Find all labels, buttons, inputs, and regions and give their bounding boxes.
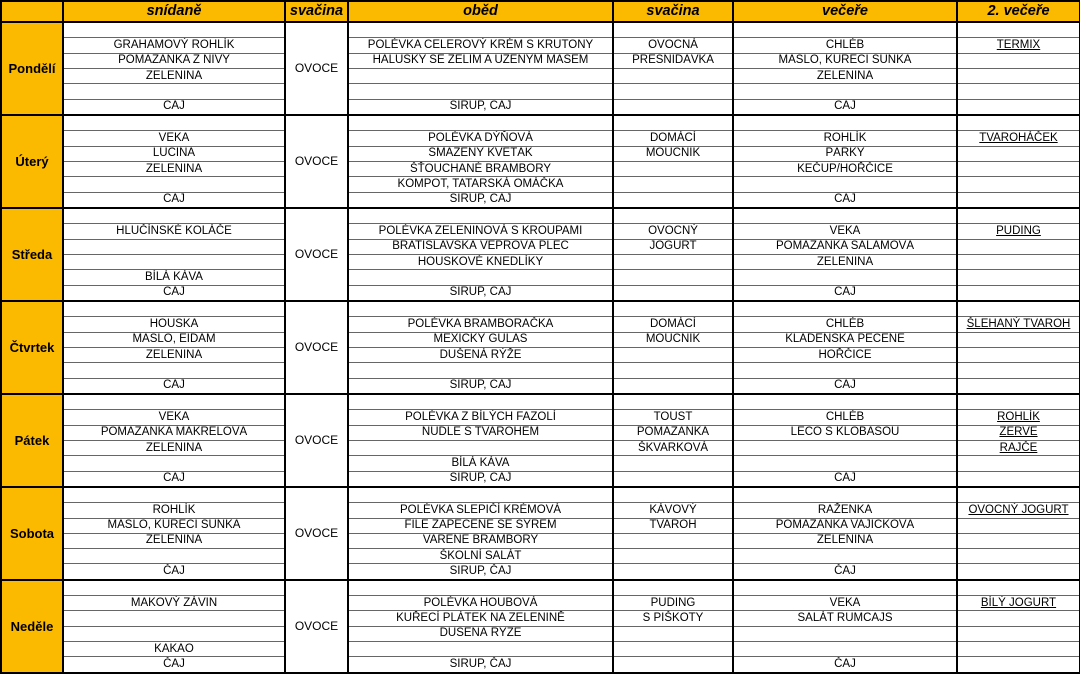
second-dinner-text: RAJČE: [999, 441, 1038, 454]
breakfast-cell: ČAJ: [63, 192, 285, 208]
dinner-cell: ČAJ: [733, 471, 957, 487]
second-dinner-cell: [957, 425, 1080, 440]
morning-snack-cell: OVOCE: [285, 487, 348, 580]
lunch-cell: [348, 115, 613, 131]
afternoon-snack-cell: [613, 456, 733, 471]
menu-row: [1, 626, 1080, 641]
second-dinner-cell: [957, 564, 1080, 580]
dinner-cell: [733, 440, 957, 455]
dinner-cell: [733, 580, 957, 596]
header-day: [1, 1, 63, 22]
dinner-cell: ZELENINA: [733, 254, 957, 269]
breakfast-cell: ZELENINA: [63, 161, 285, 176]
afternoon-snack-cell: ŠKVARKOVÁ: [613, 440, 733, 455]
second-dinner-text: OVOCNÝ JOGURT: [968, 503, 1069, 516]
dinner-cell: SALÁT RUMCAJS: [733, 611, 957, 626]
menu-row: [1, 518, 1080, 533]
lunch-cell: SIRUP, ČAJ: [348, 471, 613, 487]
lunch-cell: [348, 580, 613, 596]
lunch-cell: SIRUP, ČAJ: [348, 99, 613, 115]
menu-row: [1, 378, 1080, 394]
breakfast-cell: ČAJ: [63, 99, 285, 115]
second-dinner-text: ŠLEHANÝ TVAROH: [966, 317, 1071, 330]
dinner-cell: CHLÉB: [733, 38, 957, 53]
breakfast-cell: ČAJ: [63, 564, 285, 580]
dinner-cell: [733, 177, 957, 192]
morning-snack-cell: OVOCE: [285, 580, 348, 673]
lunch-cell: ŠŤOUCHANÉ BRAMBORY: [348, 161, 613, 176]
afternoon-snack-cell: [613, 533, 733, 548]
second-dinner-cell: [957, 410, 1080, 425]
second-dinner-text: BÍLÝ JOGURT: [980, 596, 1057, 609]
lunch-cell: BRATISLAVSKÁ VEPŘOVÁ PLEC: [348, 239, 613, 254]
afternoon-snack-cell: [613, 626, 733, 641]
lunch-cell: POLÉVKA CELEROVÝ KRÉM S KRUTONY: [348, 38, 613, 53]
dinner-cell: [733, 270, 957, 285]
dinner-cell: ČAJ: [733, 285, 957, 301]
lunch-cell: SIRUP, ČAJ: [348, 285, 613, 301]
dinner-cell: HOŘČICE: [733, 347, 957, 362]
lunch-cell: POLÉVKA SLEPIČÍ KRÉMOVÁ: [348, 503, 613, 518]
morning-snack-cell: OVOCE: [285, 301, 348, 394]
breakfast-cell: [63, 301, 285, 317]
dinner-cell: [733, 22, 957, 38]
lunch-cell: SMAŽENÝ KVĚTÁK: [348, 146, 613, 161]
menu-row: [1, 611, 1080, 626]
afternoon-snack-cell: DOMÁCÍ: [613, 131, 733, 146]
breakfast-cell: LUČINA: [63, 146, 285, 161]
breakfast-cell: [63, 208, 285, 224]
menu-row: [1, 363, 1080, 378]
breakfast-cell: [63, 115, 285, 131]
menu-row: [1, 533, 1080, 548]
second-dinner-cell: [957, 115, 1080, 131]
afternoon-snack-cell: DOMÁCÍ: [613, 317, 733, 332]
menu-row: [1, 580, 1080, 596]
day-label: Pátek: [1, 394, 63, 487]
breakfast-cell: HLUČÍNSKÉ KOLÁČE: [63, 224, 285, 239]
afternoon-snack-cell: [613, 487, 733, 503]
breakfast-cell: [63, 394, 285, 410]
afternoon-snack-cell: [613, 301, 733, 317]
breakfast-cell: POMAZÁNKA Z NIVY: [63, 53, 285, 68]
dinner-cell: [733, 394, 957, 410]
lunch-cell: ŠKOLNÍ SALÁT: [348, 549, 613, 564]
afternoon-snack-cell: [613, 471, 733, 487]
lunch-cell: DUŠENÁ RÝŽE: [348, 626, 613, 641]
breakfast-cell: ZELENINA: [63, 68, 285, 83]
morning-snack-cell: OVOCE: [285, 115, 348, 208]
menu-row: [1, 115, 1080, 131]
menu-row: [1, 68, 1080, 83]
afternoon-snack-cell: [613, 68, 733, 83]
second-dinner-cell: [957, 317, 1080, 332]
header-row: [1, 1, 1080, 22]
dinner-cell: [733, 549, 957, 564]
dinner-cell: [733, 487, 957, 503]
lunch-cell: POLÉVKA BRAMBORAČKA: [348, 317, 613, 332]
day-label: Sobota: [1, 487, 63, 580]
dinner-cell: CHLÉB: [733, 410, 957, 425]
lunch-cell: FILÉ ZAPEČENÉ SE SÝREM: [348, 518, 613, 533]
menu-row: [1, 22, 1080, 38]
afternoon-snack-cell: OVOCNÝ: [613, 224, 733, 239]
lunch-cell: HOUSKOVÉ KNEDLÍKY: [348, 254, 613, 269]
lunch-cell: [348, 301, 613, 317]
menu-row: [1, 425, 1080, 440]
morning-snack-cell: OVOCE: [285, 208, 348, 301]
breakfast-cell: [63, 363, 285, 378]
afternoon-snack-cell: PUDING: [613, 596, 733, 611]
dinner-cell: [733, 208, 957, 224]
lunch-cell: [348, 270, 613, 285]
second-dinner-cell: [957, 378, 1080, 394]
menu-row: [1, 564, 1080, 580]
second-dinner-cell: [957, 254, 1080, 269]
second-dinner-cell: [957, 301, 1080, 317]
menu-row: [1, 53, 1080, 68]
afternoon-snack-cell: [613, 270, 733, 285]
second-dinner-text: ŽERVÉ: [999, 426, 1038, 439]
breakfast-cell: [63, 580, 285, 596]
breakfast-cell: [63, 549, 285, 564]
lunch-cell: POLÉVKA DÝŇOVÁ: [348, 131, 613, 146]
lunch-cell: NUDLE S TVAROHEM: [348, 425, 613, 440]
second-dinner-cell: [957, 596, 1080, 611]
menu-row: [1, 317, 1080, 332]
lunch-cell: KUŘECÍ PLÁTEK NA ZELENINĚ: [348, 611, 613, 626]
afternoon-snack-cell: [613, 657, 733, 673]
menu-row: [1, 224, 1080, 239]
menu-row: [1, 301, 1080, 317]
second-dinner-cell: [957, 99, 1080, 115]
lunch-cell: SIRUP, ČAJ: [348, 378, 613, 394]
afternoon-snack-cell: OVOCNÁ: [613, 38, 733, 53]
afternoon-snack-cell: [613, 285, 733, 301]
lunch-cell: [348, 363, 613, 378]
afternoon-snack-cell: JOGURT: [613, 239, 733, 254]
menu-row: [1, 471, 1080, 487]
afternoon-snack-cell: [613, 22, 733, 38]
afternoon-snack-cell: S PIŠKOTY: [613, 611, 733, 626]
dinner-cell: VEKA: [733, 224, 957, 239]
menu-row: [1, 208, 1080, 224]
second-dinner-cell: [957, 440, 1080, 455]
menu-row: [1, 84, 1080, 99]
second-dinner-cell: [957, 580, 1080, 596]
menu-row: [1, 487, 1080, 503]
second-dinner-cell: [957, 84, 1080, 99]
menu-row: [1, 347, 1080, 362]
afternoon-snack-cell: [613, 347, 733, 362]
breakfast-cell: ČAJ: [63, 657, 285, 673]
breakfast-cell: ZELENINA: [63, 440, 285, 455]
lunch-cell: KOMPOT, TATARSKÁ OMÁČKA: [348, 177, 613, 192]
second-dinner-cell: [957, 471, 1080, 487]
afternoon-snack-cell: [613, 192, 733, 208]
dinner-cell: POMAZÁNKA VAJÍČKOVÁ: [733, 518, 957, 533]
lunch-cell: POLÉVKA ZELENINOVÁ S KROUPAMI: [348, 224, 613, 239]
breakfast-cell: [63, 487, 285, 503]
second-dinner-cell: [957, 332, 1080, 347]
second-dinner-cell: [957, 503, 1080, 518]
dinner-cell: ČAJ: [733, 564, 957, 580]
menu-body: [1, 22, 1080, 673]
second-dinner-cell: [957, 611, 1080, 626]
lunch-cell: [348, 84, 613, 99]
header-second-dinner: 2. večeře: [957, 1, 1080, 22]
afternoon-snack-cell: MOUČNÍK: [613, 146, 733, 161]
lunch-cell: SIRUP, ČAJ: [348, 192, 613, 208]
afternoon-snack-cell: [613, 177, 733, 192]
menu-row: [1, 192, 1080, 208]
second-dinner-cell: [957, 270, 1080, 285]
lunch-cell: BÍLÁ KÁVA: [348, 456, 613, 471]
breakfast-cell: [63, 254, 285, 269]
menu-row: [1, 254, 1080, 269]
afternoon-snack-cell: POMAZÁNKA: [613, 425, 733, 440]
lunch-cell: [348, 208, 613, 224]
afternoon-snack-cell: [613, 363, 733, 378]
second-dinner-cell: [957, 363, 1080, 378]
dinner-cell: [733, 456, 957, 471]
morning-snack-cell: OVOCE: [285, 22, 348, 115]
breakfast-cell: HOUSKA: [63, 317, 285, 332]
second-dinner-cell: [957, 487, 1080, 503]
menu-row: [1, 657, 1080, 673]
menu-row: [1, 332, 1080, 347]
menu-row: [1, 394, 1080, 410]
second-dinner-text: TVAROHÁČEK: [979, 131, 1058, 144]
menu-row: [1, 38, 1080, 53]
second-dinner-cell: [957, 394, 1080, 410]
breakfast-cell: ZELENINA: [63, 347, 285, 362]
second-dinner-cell: [957, 53, 1080, 68]
menu-row: [1, 177, 1080, 192]
lunch-cell: [348, 68, 613, 83]
breakfast-cell: BÍLÁ KÁVA: [63, 270, 285, 285]
dinner-cell: ČAJ: [733, 378, 957, 394]
dinner-cell: [733, 642, 957, 657]
lunch-cell: [348, 394, 613, 410]
lunch-cell: POLÉVKA Z BÍLÝCH FAZOLÍ: [348, 410, 613, 425]
afternoon-snack-cell: [613, 378, 733, 394]
afternoon-snack-cell: [613, 564, 733, 580]
breakfast-cell: [63, 456, 285, 471]
lunch-cell: [348, 642, 613, 657]
dinner-cell: ČAJ: [733, 192, 957, 208]
dinner-cell: ZELENINA: [733, 68, 957, 83]
lunch-cell: [348, 487, 613, 503]
second-dinner-cell: [957, 456, 1080, 471]
breakfast-cell: ČAJ: [63, 285, 285, 301]
afternoon-snack-cell: [613, 642, 733, 657]
breakfast-cell: MÁSLO, KUŘECÍ ŠUNKA: [63, 518, 285, 533]
dinner-cell: KLADENSKÁ PEČENĚ: [733, 332, 957, 347]
day-label: Úterý: [1, 115, 63, 208]
menu-row: [1, 440, 1080, 455]
afternoon-snack-cell: KÁVOVÝ: [613, 503, 733, 518]
afternoon-snack-cell: [613, 161, 733, 176]
breakfast-cell: POMAZÁNKA MAKRELOVÁ: [63, 425, 285, 440]
lunch-cell: DUŠENÁ RÝŽE: [348, 347, 613, 362]
afternoon-snack-cell: TOUST: [613, 410, 733, 425]
header-snack-morning: svačina: [285, 1, 348, 22]
breakfast-cell: ROHLÍK: [63, 503, 285, 518]
lunch-cell: MEXICKÝ GULÁŠ: [348, 332, 613, 347]
dinner-cell: PÁRKY: [733, 146, 957, 161]
header-dinner: večeře: [733, 1, 957, 22]
dinner-cell: [733, 84, 957, 99]
lunch-cell: SIRUP, ČAJ: [348, 564, 613, 580]
afternoon-snack-cell: [613, 394, 733, 410]
dinner-cell: [733, 626, 957, 641]
afternoon-snack-cell: PŘESNÍDÁVKA: [613, 53, 733, 68]
lunch-cell: SIRUP, ČAJ: [348, 657, 613, 673]
afternoon-snack-cell: TVAROH: [613, 518, 733, 533]
second-dinner-cell: [957, 533, 1080, 548]
header-snack-afternoon: svačina: [613, 1, 733, 22]
second-dinner-cell: [957, 146, 1080, 161]
second-dinner-cell: [957, 347, 1080, 362]
afternoon-snack-cell: [613, 115, 733, 131]
afternoon-snack-cell: [613, 99, 733, 115]
dinner-cell: ČAJ: [733, 657, 957, 673]
menu-row: [1, 456, 1080, 471]
header-breakfast: snídaně: [63, 1, 285, 22]
breakfast-cell: [63, 22, 285, 38]
afternoon-snack-cell: [613, 580, 733, 596]
second-dinner-cell: [957, 626, 1080, 641]
second-dinner-text: ROHLÍK: [997, 410, 1040, 423]
dinner-cell: MÁSLO, KUŘECÍ ŠUNKA: [733, 53, 957, 68]
second-dinner-text: TERMIX: [996, 38, 1041, 51]
breakfast-cell: VEKA: [63, 410, 285, 425]
menu-row: [1, 99, 1080, 115]
second-dinner-cell: [957, 657, 1080, 673]
second-dinner-cell: [957, 224, 1080, 239]
dinner-cell: RAŽENKA: [733, 503, 957, 518]
dinner-cell: ZELENINA: [733, 533, 957, 548]
menu-row: [1, 503, 1080, 518]
second-dinner-cell: [957, 161, 1080, 176]
menu-row: [1, 131, 1080, 146]
dinner-cell: VEKA: [733, 596, 957, 611]
second-dinner-cell: [957, 22, 1080, 38]
lunch-cell: HALUŠKY SE ZELÍM A UZENÝM MASEM: [348, 53, 613, 68]
menu-row: [1, 161, 1080, 176]
menu-row: [1, 549, 1080, 564]
menu-row: [1, 410, 1080, 425]
breakfast-cell: MÁSLO, EIDAM: [63, 332, 285, 347]
dinner-cell: [733, 115, 957, 131]
dinner-cell: [733, 301, 957, 317]
second-dinner-text: PUDING: [996, 224, 1041, 237]
dinner-cell: KEČUP/HOŘČICE: [733, 161, 957, 176]
lunch-cell: [348, 440, 613, 455]
second-dinner-cell: [957, 68, 1080, 83]
breakfast-cell: [63, 177, 285, 192]
menu-row: [1, 270, 1080, 285]
dinner-cell: [733, 363, 957, 378]
breakfast-cell: KAKAO: [63, 642, 285, 657]
afternoon-snack-cell: [613, 549, 733, 564]
second-dinner-cell: [957, 239, 1080, 254]
header-lunch: oběd: [348, 1, 613, 22]
second-dinner-cell: [957, 131, 1080, 146]
breakfast-cell: [63, 626, 285, 641]
second-dinner-cell: [957, 38, 1080, 53]
second-dinner-cell: [957, 208, 1080, 224]
dinner-cell: ROHLÍK: [733, 131, 957, 146]
day-label: Středa: [1, 208, 63, 301]
second-dinner-cell: [957, 177, 1080, 192]
breakfast-cell: ČAJ: [63, 378, 285, 394]
menu-row: [1, 642, 1080, 657]
lunch-cell: POLÉVKA HOUBOVÁ: [348, 596, 613, 611]
afternoon-snack-cell: [613, 254, 733, 269]
afternoon-snack-cell: MOUČNÍK: [613, 332, 733, 347]
morning-snack-cell: OVOCE: [285, 394, 348, 487]
menu-row: [1, 146, 1080, 161]
second-dinner-cell: [957, 642, 1080, 657]
second-dinner-cell: [957, 192, 1080, 208]
breakfast-cell: MAKOVÝ ZÁVIN: [63, 596, 285, 611]
day-label: Neděle: [1, 580, 63, 673]
day-label: Pondělí: [1, 22, 63, 115]
breakfast-cell: [63, 84, 285, 99]
second-dinner-cell: [957, 549, 1080, 564]
menu-row: [1, 239, 1080, 254]
breakfast-cell: [63, 611, 285, 626]
breakfast-cell: VEKA: [63, 131, 285, 146]
breakfast-cell: [63, 239, 285, 254]
menu-row: [1, 596, 1080, 611]
breakfast-cell: ZELENINA: [63, 533, 285, 548]
lunch-cell: [348, 22, 613, 38]
dinner-cell: CHLÉB: [733, 317, 957, 332]
dinner-cell: POMAZÁNKA SALÁMOVÁ: [733, 239, 957, 254]
afternoon-snack-cell: [613, 84, 733, 99]
dinner-cell: LEČO S KLOBÁSOU: [733, 425, 957, 440]
afternoon-snack-cell: [613, 208, 733, 224]
dinner-cell: ČAJ: [733, 99, 957, 115]
breakfast-cell: ČAJ: [63, 471, 285, 487]
lunch-cell: VAŘENÉ BRAMBORY: [348, 533, 613, 548]
second-dinner-cell: [957, 518, 1080, 533]
second-dinner-cell: [957, 285, 1080, 301]
breakfast-cell: GRAHAMOVÝ ROHLÍK: [63, 38, 285, 53]
menu-row: [1, 285, 1080, 301]
day-label: Čtvrtek: [1, 301, 63, 394]
